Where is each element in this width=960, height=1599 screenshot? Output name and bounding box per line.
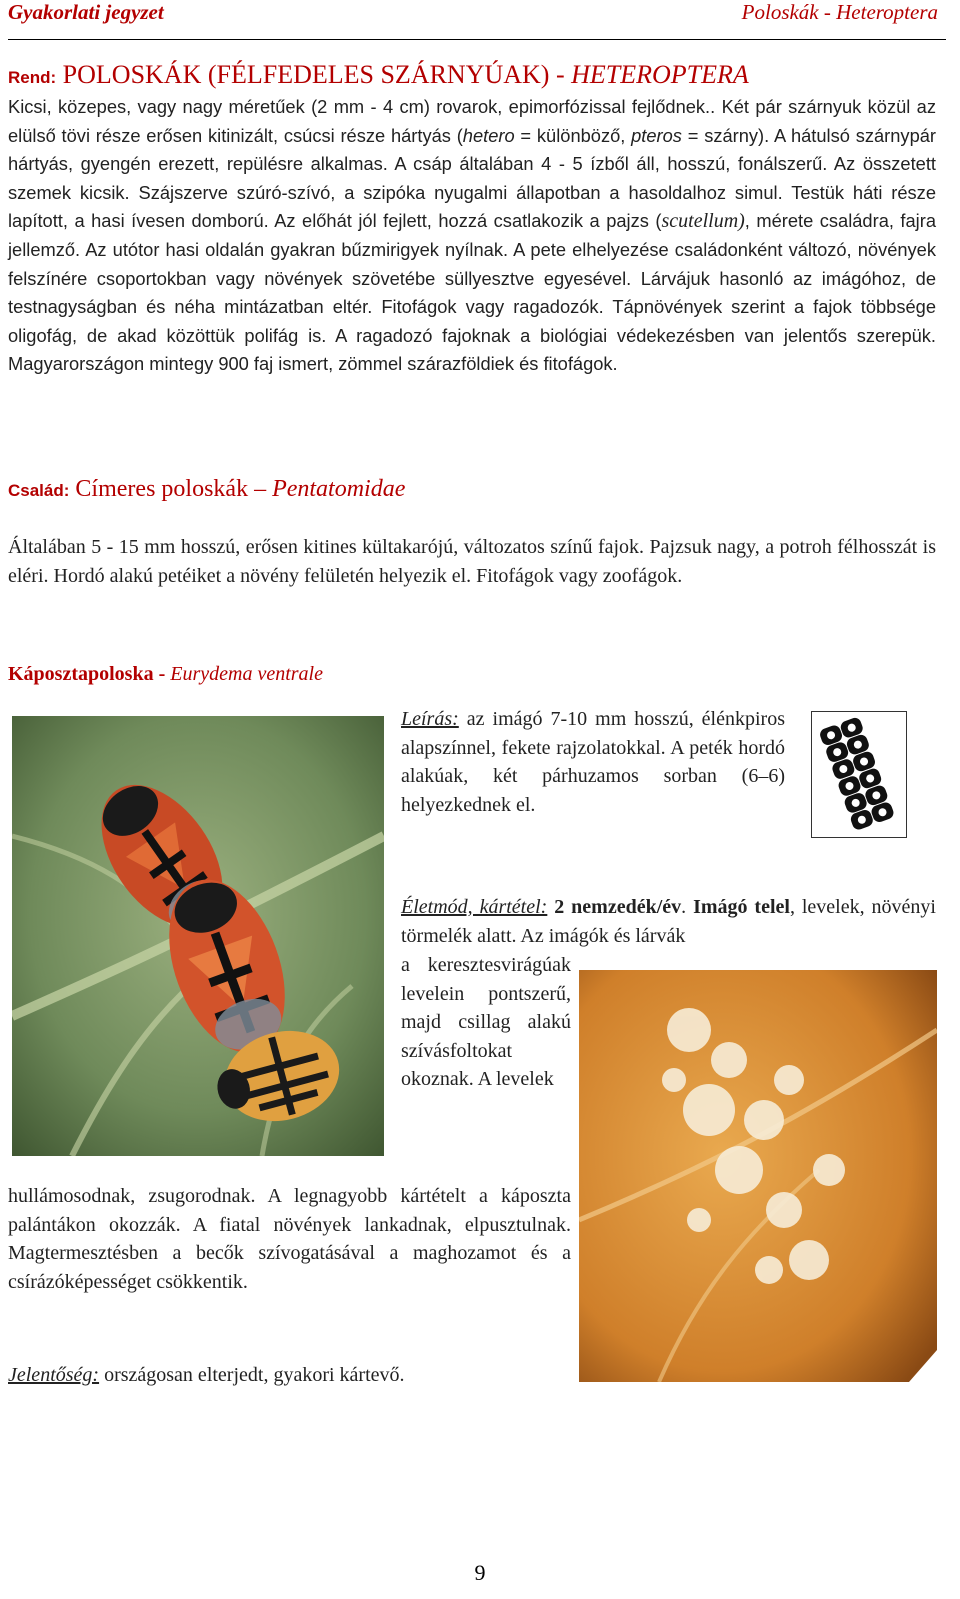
- description-label: Leírás:: [401, 708, 459, 730]
- family-latin: Pentatomidae: [272, 476, 406, 502]
- lifestyle-label: Életmód, kártétel:: [401, 896, 548, 918]
- order-text-3: = szárny). A hátulsó szárnypár hártyás, gyengén erezett, repülésre alkalmas. A csáp általában 4 - 5 ízből áll, hosszú, fonálszerű. Az összetett szemek kicsik. Szájszerve szúró-szívó, a szipóka nyugalmi állapotban a hasoldalhoz simul. Testük háti része lapított, a hasi ívesen domború. Az előhát jól fejlett, hozzá csatlakozik a pajzs (: [8, 124, 936, 232]
- description-text: az imágó 7-10 mm hosszú, élénkpiros alapszínnel, fekete rajzolatokkal. A peték hordó alakúak, két párhuzamos sorban (6–6) helyezkednek el.: [401, 708, 785, 816]
- bugs-photo: [12, 716, 384, 1156]
- leaf-damage-photo: [579, 970, 937, 1382]
- order-text-4: , mérete családra, fajra jellemző. Az utótor hasi oldalán gyakran bűzmirigyek nyílnak. A pete elhelyezése családonként változó, növények felszínére csoportokban vagy növények szövetébe süllyesztve egyesével. Lárvájuk hasonló az imágóhoz, de testnagyságban és néha mintázatban eltér. Fitofágok vagy ragadozók. Tápnövények szerint a fajok többsége oligofág, de akad közöttük polifág is. A ragadozó fajoknak a biológiai védekezésben van jelentős szerepük. Magyarországon mintegy 900 faj ismert, zömmel szárazföldiek és fitofágok.: [8, 210, 936, 375]
- order-text-1: Kicsi, közepes, vagy nagy méretűek (2 mm - 4 cm) rovarok, epimorfózissal fejlődnek.. Két pár szárnyuk közül az elülső tövi része erősen kitinizált, csúcsi része hártyás (: [8, 96, 936, 146]
- lifestyle-continued: hullámosodnak, zsugorodnak. A legnagyobb kártételt a káposzta palántákon okozzák. A fiatal növények lankadnak, elpusztulnak. Magtermesztésben a becők szívogatásával a maghozamot és a csírázóképességet csökkentik.: [8, 1185, 571, 1293]
- order-latin: HETEROPTERA: [571, 60, 749, 89]
- significance-paragraph: [8, 1361, 808, 1390]
- order-text-scutellum: scutellum): [661, 210, 745, 233]
- order-text-pteros: pteros: [631, 124, 682, 146]
- header-right-title: Poloskák - Heteroptera: [741, 0, 938, 24]
- order-text-2: = különböző,: [514, 124, 632, 146]
- order-description: [8, 93, 936, 379]
- header-divider: [8, 39, 946, 40]
- order-text-hetero: hetero: [462, 124, 515, 146]
- leaf-damage-illustration: [579, 970, 937, 1382]
- lifestyle-separator: .: [681, 896, 687, 918]
- species-name: Káposztapoloska -: [8, 663, 166, 685]
- order-heading: [8, 58, 936, 95]
- page-number: 9: [474, 1560, 486, 1585]
- family-description: Általában 5 - 15 mm hosszú, erősen kitines kültakarójú, változatos színű fajok. Pajzsuk nagy, a potroh félhosszát is eléri. Hordó alakú petéiket a növény felületén helyezik el. Fitofágok vagy zoofágok.: [8, 536, 936, 587]
- species-description: [401, 705, 785, 819]
- family-title: Címeres poloskák –: [75, 476, 267, 502]
- lifestyle-generations: 2 nemzedék/év: [554, 896, 682, 918]
- significance-text: országosan elterjedt, gyakori kártevő.: [99, 1364, 405, 1386]
- order-title: POLOSKÁK (FÉLFEDELES SZÁRNYÚAK) -: [62, 60, 565, 89]
- bugs-photo-illustration: [12, 716, 384, 1156]
- family-heading: [8, 473, 936, 507]
- egg-cluster-figure: [811, 711, 907, 838]
- lifestyle-column: a keresztesvirágúak levelein pontszerű, majd csillag alakú szívásfoltokat okoznak. A levelek: [401, 954, 571, 1091]
- species-latin: Eurydema ventrale: [170, 663, 323, 685]
- lifestyle-intro: [401, 893, 936, 950]
- family-prefix: Család:: [8, 481, 70, 500]
- egg-cluster-illustration: [812, 712, 906, 837]
- lifestyle-text-top: , levelek, növényi törmelék alatt. Az imágók és lárvák: [401, 896, 936, 947]
- species-heading: [8, 660, 936, 688]
- order-prefix: Rend:: [8, 68, 57, 87]
- significance-label: Jelentőség:: [8, 1364, 100, 1386]
- lifestyle-overwinter: Imágó telel: [693, 896, 790, 918]
- header-left-title: Gyakorlati jegyzet: [8, 0, 164, 24]
